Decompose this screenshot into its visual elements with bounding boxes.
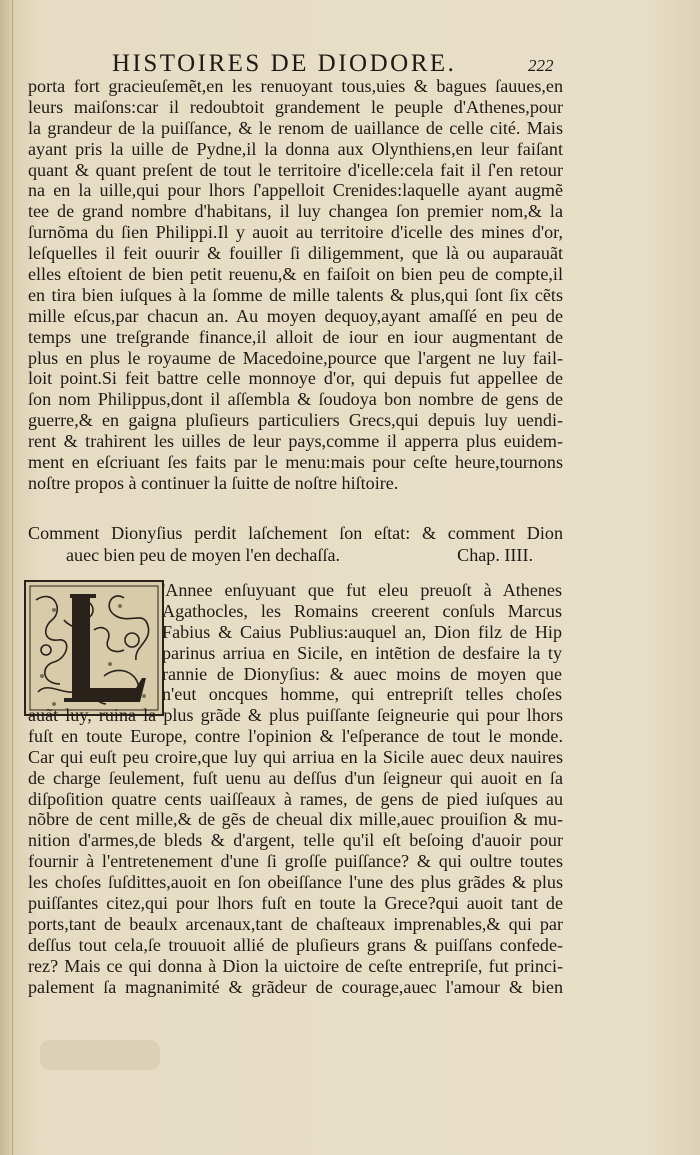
paragraph-dropcap-lines [162, 580, 562, 705]
text-line: rez? Mais ce qui donna à Dion la uictoire de ceſte entrepriſe, fut princi- [28, 955, 563, 976]
text-line: quant & quant preſent de tout le territoire d'icelle:cela fait il ſ'en retour [28, 159, 563, 180]
running-title: HISTOIRES DE DIODORE. [112, 50, 457, 77]
text-line: noſtre propos à continuer la ſuitte de noſtre hiſtoire. [28, 472, 399, 493]
paragraph-previous-chapter [28, 76, 563, 494]
text-line: plus en plus le royaume de Macedoine,pource que l'argent ne luy fail- [28, 347, 563, 368]
page-gutter [12, 0, 13, 1155]
chapter-title-line [28, 544, 563, 566]
text-line: leſquelles il feit ouurir & fouiller ſi diligemment, que là ou auparauãt [28, 243, 563, 264]
text-line: fournir à l'entretenement d'une ſi groſſe puiſſance? & qui oultre toutes [28, 851, 563, 872]
text-line: la grandeur de la puiſſance, & le renom de uaillance de celle cité. Mais [28, 117, 563, 138]
text-line: na en la uille,qui pour lhors ſ'appelloit Crenides:laquelle ayant augmẽ [28, 180, 563, 201]
text-line: de charge ſeulement, fuſt uenu au deſſus d'un ſeigneur qui auoit en ſa [28, 767, 563, 788]
text-line: ſon nom Philippus,dont il aſſembla & ſoudoya bon nombre de gens de [28, 389, 563, 410]
text-line: Agathocles, les Romains creerent conſuls Marcus [162, 600, 562, 621]
text-line: tee de grand nombre d'habitans, il luy changea ſon premier nom,& la [28, 201, 563, 222]
text-line: parinus arriua en Sicile, en intẽtion de desfaire la ty [162, 642, 562, 663]
page-number: 222 [528, 56, 554, 75]
text-line: elles eſtoient de bien petit reuenu,& en faiſoit on bien peu de compte,il [28, 264, 563, 285]
text-line: deſſus tout cela,ſe trouuoit allié de pluſieurs grans & puiſſans confede- [28, 934, 563, 955]
text-line: nition d'armes,de bleds & d'argent, telle qu'il eſt beſoing d'auoir pour [28, 830, 563, 851]
text-line: ports,tant de beaulx arcenaux,tant de chaſteaux imprenables,& qui par [28, 913, 563, 934]
text-line: ſurnõma du ſien Philippi.Il y auoit au territoire d'icelle des mines d'or, [28, 222, 563, 243]
text-line: ayant pris la uille de Pydne,il la donna aux Olynthiens,en leur faiſant [28, 138, 563, 159]
ornate-initial-L-icon [24, 580, 164, 716]
chapter-heading [28, 522, 563, 566]
chapter-title-line: Comment Dionyſius perdit laſchement ſon eſtat: & comment Dion [28, 523, 563, 543]
text-line: nõbre de cent mille,& de gẽs de cheual dix mille,auec prouiſion & mu- [28, 809, 563, 830]
text-line: rannie de Dionyſius: & auec moins de moyen que [162, 663, 562, 684]
text-line: palement ſa magnanimité & grãdeur de courage,auec l'amour & bien [28, 976, 563, 997]
text-line: fuſt en toute Europe, contre l'opinion & l'eſperance de tout le monde. [28, 725, 563, 746]
text-line: ment en eſcriuant ſes faits par le menu:mais pour ceſte heure,tournons [28, 452, 563, 473]
text-line: guerre,& en gaigna pluſieurs particuliers Grecs,qui depuis luy uendi- [28, 410, 563, 431]
text-line: les choſes ſuſdittes,auoit en ſon obeiſſance l'une des plus grãdes & plus [28, 872, 563, 893]
text-line: Car qui euſt peu croire,que luy qui arriua en la Sicile auec deux nauires [28, 746, 563, 767]
text-line: rent & trahirent les uilles de leur pays,comme il apperra plus euidem- [28, 431, 563, 452]
chapter-number: Chap. IIII. [457, 545, 533, 565]
text-line: temps une treſgrande finance,il alloit de iour en iour augmentant de [28, 326, 563, 347]
text-line: n'eut oncques homme, qui entrepriſt telles choſes [162, 684, 562, 705]
paper-stain [40, 1040, 160, 1070]
chapter-title-continued: auec bien peu de moyen l'en dechaſſa. [66, 545, 341, 565]
text-line: loit point.Si feit battre celle monnoye d'or, qui depuis fut appellee de [28, 368, 563, 389]
text-line: leurs maiſons:car il redoubtoit grandement le peuple d'Athenes,pour [28, 96, 563, 117]
text-line: auãt luy, ruina la plus grãde & plus puiſſante ſeigneurie qui pour lhors [28, 705, 563, 725]
text-line: diſpoſition quatre cents uaiſſeaux à rames, de gens de pied iuſques au [28, 788, 563, 809]
paragraph-chapter-body [28, 705, 563, 997]
text-line: en tira bien iuſques à la ſomme de mille talents & plus,qui ſont ſix cẽts [28, 284, 563, 305]
text-line: mille eſcus,par chacun an. Au moyen dequoy,ayant amaſſé en peu de [28, 305, 563, 326]
text-line: puiſſantes citez,qui pour lhors fuſt en toute la Grece?qui auoit tant de [28, 893, 563, 914]
text-line: Fabius & Caius Publius:auquel an, Dion filz de Hip [162, 621, 562, 642]
text-line: 'Annee enſuyuant que fut eleu preuoſt à Athenes [162, 580, 562, 600]
text-line: porta fort gracieuſemẽt,en les renuoyant tous,uies & bagues ſauues,en [28, 76, 563, 96]
